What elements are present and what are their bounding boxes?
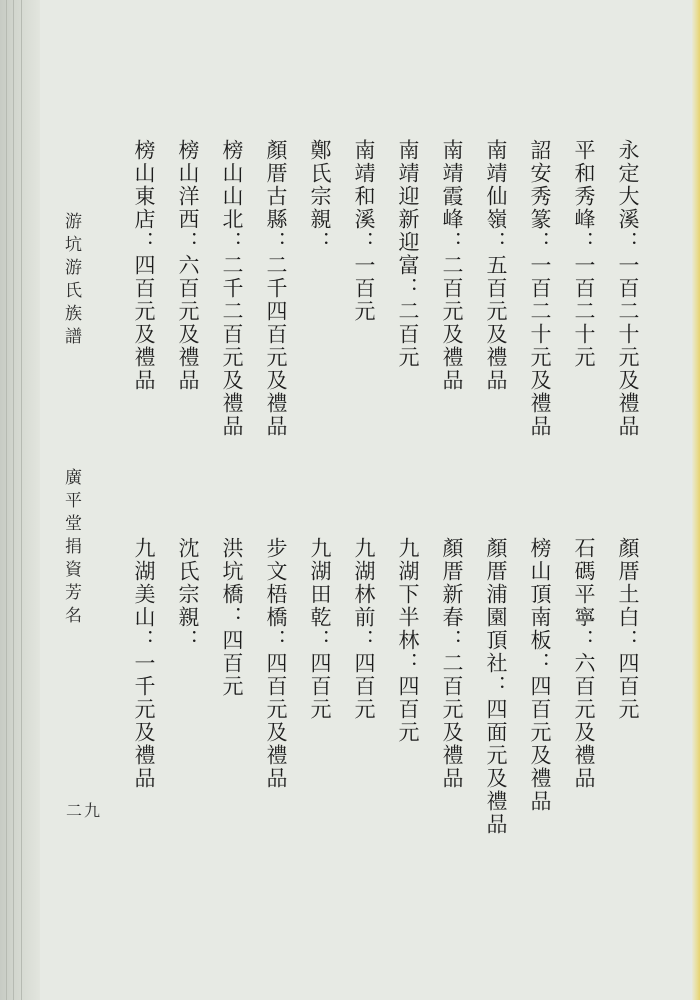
donor-entry: 九湖田乾：四百元 (308, 537, 332, 721)
donor-entry: 南靖霞峰：二百元及禮品 (440, 139, 464, 392)
donor-entry: 九湖林前：四百元 (352, 537, 376, 721)
donor-entry: 榜山東店：四百元及禮品 (132, 139, 156, 392)
donor-entry: 南靖迎新迎富：二百元 (396, 139, 420, 369)
donor-entry: 洪坑橋：四百元 (220, 537, 244, 698)
donor-entry: 石碼平寧：六百元及禮品 (572, 537, 596, 790)
donor-entry: 詔安秀篆：一百二十元及禮品 (528, 139, 552, 438)
donor-entry: 永定大溪：一百二十元及禮品 (616, 139, 640, 438)
donor-entry: 榜山山北：二千二百元及禮品 (220, 139, 244, 438)
donor-entry: 鄭氏宗親： (308, 139, 332, 254)
page-edge-line (13, 0, 14, 1000)
page-right-edge (692, 0, 700, 1000)
donor-entry: 九湖美山：一千元及禮品 (132, 537, 156, 790)
donor-entry: 平和秀峰：一百二十元 (572, 139, 596, 369)
page-number: 二九 (66, 801, 103, 820)
donor-entry: 顏厝浦園頂社：四面元及禮品 (484, 537, 508, 836)
section-title: 廣平堂捐資芳名 (61, 468, 81, 629)
donor-entry: 沈氏宗親： (176, 537, 200, 652)
book-title: 游坑游氏族譜 (61, 212, 81, 350)
page-edge-line (21, 0, 22, 1000)
donor-entry: 顏厝土白：四百元 (616, 537, 640, 721)
page-edge-line (6, 0, 7, 1000)
donor-entry: 顏厝古縣：二千四百元及禮品 (264, 139, 288, 438)
donor-entry: 顏厝新春：二百元及禮品 (440, 537, 464, 790)
donor-entry: 榜山洋西：六百元及禮品 (176, 139, 200, 392)
donor-entry: 南靖仙嶺：五百元及禮品 (484, 139, 508, 392)
donor-entry: 步文梧橋：四百元及禮品 (264, 537, 288, 790)
donor-entry: 南靖和溪：一百元 (352, 139, 376, 323)
donor-entry: 榜山頂南板：四百元及禮品 (528, 537, 552, 813)
donor-entry: 九湖下半林：四百元 (396, 537, 420, 744)
